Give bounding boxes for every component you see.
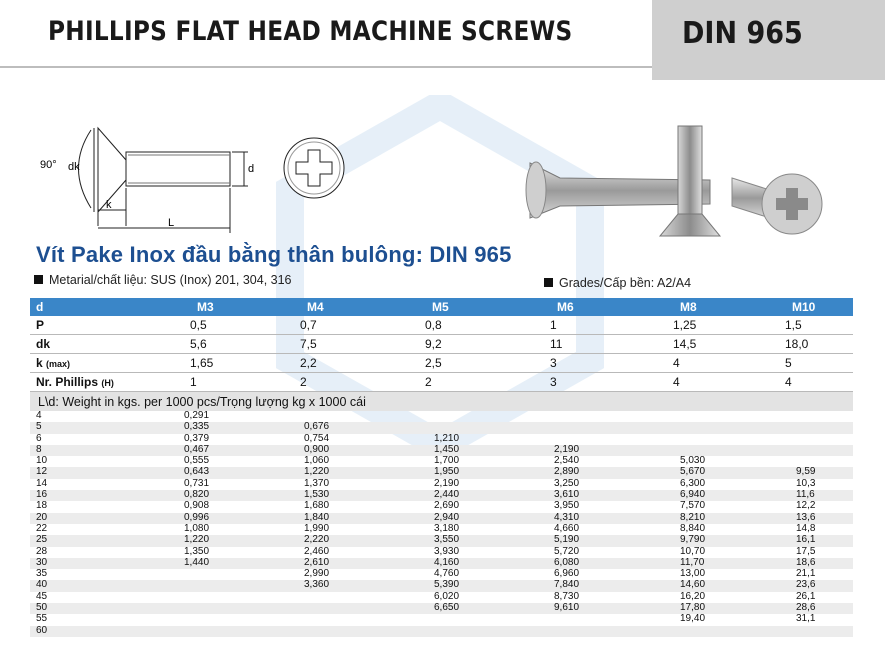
spec-cell: 7,5 — [300, 337, 317, 351]
weight-table — [30, 411, 853, 637]
weight-row — [30, 603, 853, 614]
weight-cell: 1,680 — [304, 500, 330, 512]
k-label: k — [106, 199, 112, 211]
weight-cell: 1,370 — [304, 477, 330, 489]
weight-row-length: 18 — [36, 500, 48, 512]
weight-row-length: 30 — [36, 556, 48, 568]
grades-note — [544, 276, 691, 290]
weight-cell: 8,210 — [680, 511, 706, 523]
size-column-header: M3 — [197, 300, 214, 314]
weight-cell: 2,690 — [434, 500, 460, 512]
weight-cell: 0,379 — [184, 432, 210, 444]
weight-cell: 1,060 — [304, 455, 330, 467]
weight-cell: 0,996 — [184, 511, 210, 523]
weight-cell: 0,291 — [184, 410, 210, 421]
weight-row — [30, 614, 853, 625]
weight-cell: 1,840 — [304, 511, 330, 523]
weight-cell: 1,700 — [434, 455, 460, 467]
bullet-square-icon — [544, 278, 553, 287]
spec-row-label-text: P — [36, 318, 45, 332]
size-column-header: M4 — [307, 300, 324, 314]
weight-cell: 0,731 — [184, 477, 210, 489]
weight-cell: 31,1 — [796, 613, 816, 625]
spec-cell: 2 — [425, 375, 432, 389]
weight-row-length: 35 — [36, 568, 48, 580]
spec-cell: 0,5 — [190, 318, 207, 332]
spec-cell: 5,6 — [190, 337, 207, 351]
spec-table-header — [30, 298, 853, 316]
weight-cell: 4,760 — [434, 568, 460, 580]
spec-cell: 0,7 — [300, 318, 317, 332]
spec-row-label — [36, 375, 114, 391]
weight-cell: 14,8 — [796, 522, 816, 534]
spec-row-label-text: k — [36, 356, 47, 370]
weight-row-length: 10 — [36, 455, 48, 467]
weight-cell: 1,350 — [184, 545, 210, 557]
spec-cell: 4 — [673, 356, 680, 370]
weight-row-length: 28 — [36, 545, 48, 557]
weight-cell: 6,650 — [434, 602, 460, 614]
weight-cell: 0,643 — [184, 466, 210, 478]
weight-cell: 1,080 — [184, 522, 210, 534]
weight-cell: 17,80 — [680, 602, 706, 614]
weight-cell: 5,030 — [680, 455, 706, 467]
weight-cell: 1,210 — [434, 432, 460, 444]
spec-header-label: d — [36, 300, 44, 314]
weight-cell: 26,1 — [796, 590, 816, 602]
weight-cell: 3,610 — [554, 489, 580, 501]
weight-cell: 13,6 — [796, 511, 816, 523]
header-title-panel — [0, 0, 652, 66]
weight-cell: 1,990 — [304, 522, 330, 534]
size-column-header: M6 — [557, 300, 574, 314]
weight-cell: 6,080 — [554, 556, 580, 568]
weight-row-length: 20 — [36, 511, 48, 523]
weight-cell: 3,360 — [304, 579, 330, 591]
weight-cell: 12,2 — [796, 500, 816, 512]
weight-cell: 2,940 — [434, 511, 460, 523]
spec-cell: 11 — [550, 337, 563, 351]
weight-cell: 4,310 — [554, 511, 580, 523]
weight-cell: 2,440 — [434, 489, 460, 501]
L-label: L — [168, 217, 175, 229]
weight-cell: 0,908 — [184, 500, 210, 512]
weight-cell: 1,530 — [304, 489, 330, 501]
weight-cell: 9,59 — [796, 466, 816, 478]
weight-cell: 2,460 — [304, 545, 330, 557]
weight-row — [30, 626, 853, 637]
weight-cell: 1,440 — [184, 556, 210, 568]
weight-cell: 21,1 — [796, 568, 816, 580]
weight-cell: 2,540 — [554, 455, 580, 467]
weight-cell: 0,335 — [184, 421, 210, 433]
spec-cell: 2,5 — [425, 356, 442, 370]
spec-row-label-text: dk — [36, 337, 51, 351]
weight-cell: 0,467 — [184, 443, 210, 455]
product-photo — [520, 118, 830, 248]
spec-cell: 18,0 — [785, 337, 809, 351]
weight-cell: 16,1 — [796, 534, 816, 546]
weight-cell: 0,555 — [184, 455, 210, 467]
spec-cell: 1 — [190, 375, 197, 389]
weight-cell: 0,900 — [304, 443, 330, 455]
weight-cell: 2,610 — [304, 556, 330, 568]
weight-row-length: 22 — [36, 522, 48, 534]
weight-cell: 2,220 — [304, 534, 330, 546]
spec-cell: 1 — [550, 318, 557, 332]
weight-cell: 9,610 — [554, 602, 580, 614]
spec-table — [30, 298, 853, 392]
spec-cell: 1,65 — [190, 356, 214, 370]
weight-row — [30, 411, 853, 422]
size-column-header: M8 — [680, 300, 697, 314]
weight-cell: 1,950 — [434, 466, 460, 478]
weight-cell: 7,840 — [554, 579, 580, 591]
spec-cell: 2 — [300, 375, 307, 389]
weight-row-length: 55 — [36, 613, 48, 625]
spec-row-label-text: Nr. Phillips — [36, 375, 102, 389]
spec-row-label — [36, 356, 70, 372]
spec-cell: 0,8 — [425, 318, 442, 332]
weight-cell: 5,390 — [434, 579, 460, 591]
size-column-header: M10 — [792, 300, 816, 314]
weight-cell: 6,020 — [434, 590, 460, 602]
weight-cell: 11,6 — [796, 489, 815, 501]
spec-cell: 3 — [550, 356, 557, 370]
spec-cell: 1,25 — [673, 318, 697, 332]
weight-cell: 2,990 — [304, 568, 330, 580]
weight-cell: 6,960 — [554, 568, 580, 580]
spec-cell: 14,5 — [673, 337, 697, 351]
header-standard-panel — [652, 0, 885, 80]
spec-cell: 9,2 — [425, 337, 442, 351]
weight-cell: 0,820 — [184, 489, 210, 501]
weight-cell: 7,570 — [680, 500, 706, 512]
weight-row-length: 14 — [36, 477, 48, 489]
weight-cell: 5,720 — [554, 545, 580, 557]
spec-row — [30, 335, 853, 354]
weight-cell: 5,670 — [680, 466, 706, 478]
weight-row-length: 60 — [36, 624, 48, 636]
weight-heading-text: L\d: Weight in kgs. per 1000 pcs/Trọng lượng kg x 1000 cái — [38, 395, 366, 409]
weight-cell: 3,930 — [434, 545, 460, 557]
weight-row-length: 25 — [36, 534, 48, 546]
weight-cell: 8,730 — [554, 590, 580, 602]
weight-cell: 2,890 — [554, 466, 580, 478]
weight-cell: 4,160 — [434, 556, 460, 568]
weight-cell: 23,6 — [796, 579, 816, 591]
spec-row-label-sub: (max) — [46, 359, 71, 369]
spec-row-label — [36, 337, 50, 353]
spec-row-label-sub: (H) — [101, 378, 114, 388]
weight-cell: 3,550 — [434, 534, 460, 546]
weight-cell: 1,220 — [184, 534, 210, 546]
weight-row-length: 4 — [36, 410, 42, 421]
spec-row — [30, 373, 853, 392]
spec-row — [30, 316, 853, 335]
weight-cell: 6,300 — [680, 477, 706, 489]
weight-cell: 2,190 — [434, 477, 460, 489]
spec-cell: 4 — [673, 375, 680, 389]
weight-row-length: 12 — [36, 466, 48, 478]
spec-cell: 4 — [785, 375, 792, 389]
weight-cell: 9,790 — [680, 534, 706, 546]
screw-diagram — [36, 108, 356, 238]
spec-row-label — [36, 318, 44, 334]
dk-label: dk — [68, 161, 80, 173]
spec-cell: 5 — [785, 356, 792, 370]
product-subtitle: Vít Pake Inox đầu bằng thân bulông: DIN 965 — [36, 242, 512, 267]
weight-cell: 5,190 — [554, 534, 580, 546]
weight-row-length: 45 — [36, 590, 48, 602]
weight-cell: 14,60 — [680, 579, 706, 591]
weight-cell: 10,70 — [680, 545, 706, 557]
weight-row-length: 16 — [36, 489, 48, 501]
weight-cell: 4,660 — [554, 522, 580, 534]
spec-cell: 3 — [550, 375, 557, 389]
weight-cell: 0,754 — [304, 432, 330, 444]
weight-cell: 19,40 — [680, 613, 706, 625]
weight-cell: 10,3 — [796, 477, 816, 489]
bullet-square-icon — [34, 275, 43, 284]
angle-label: 90° — [40, 159, 57, 171]
weight-cell: 18,6 — [796, 556, 816, 568]
weight-cell: 8,840 — [680, 522, 706, 534]
weight-cell: 11,70 — [680, 556, 705, 568]
weight-cell: 28,6 — [796, 602, 816, 614]
size-column-header: M5 — [432, 300, 449, 314]
grades-text: Grades/Cấp bền: A2/A4 — [559, 276, 692, 290]
weight-row-length: 40 — [36, 579, 48, 591]
weight-cell: 1,450 — [434, 443, 460, 455]
weight-cell: 2,190 — [554, 443, 580, 455]
weight-row-length: 8 — [36, 443, 42, 455]
weight-cell: 3,180 — [434, 522, 460, 534]
weight-cell: 6,940 — [680, 489, 706, 501]
weight-row-length: 6 — [36, 432, 42, 444]
material-note — [34, 273, 292, 287]
weight-cell: 3,950 — [554, 500, 580, 512]
weight-cell: 1,220 — [304, 466, 330, 478]
weight-cell: 3,250 — [554, 477, 580, 489]
standard-code: DIN 965 — [682, 16, 803, 51]
spec-row — [30, 354, 853, 373]
weight-cell: 13,00 — [680, 568, 706, 580]
weight-row-length: 5 — [36, 421, 42, 433]
weight-row-length: 50 — [36, 602, 48, 614]
d-label: d — [248, 163, 255, 175]
material-text: Metarial/chất liệu: SUS (Inox) 201, 304, 316 — [49, 273, 292, 287]
spec-cell: 2,2 — [300, 356, 317, 370]
spec-cell: 1,5 — [785, 318, 802, 332]
weight-cell: 0,676 — [304, 421, 330, 433]
weight-table-heading — [30, 392, 853, 411]
page-title: PHILLIPS FLAT HEAD MACHINE SCREWS — [48, 16, 573, 47]
weight-cell: 16,20 — [680, 590, 706, 602]
header-underline — [0, 66, 652, 68]
weight-cell: 17,5 — [796, 545, 816, 557]
